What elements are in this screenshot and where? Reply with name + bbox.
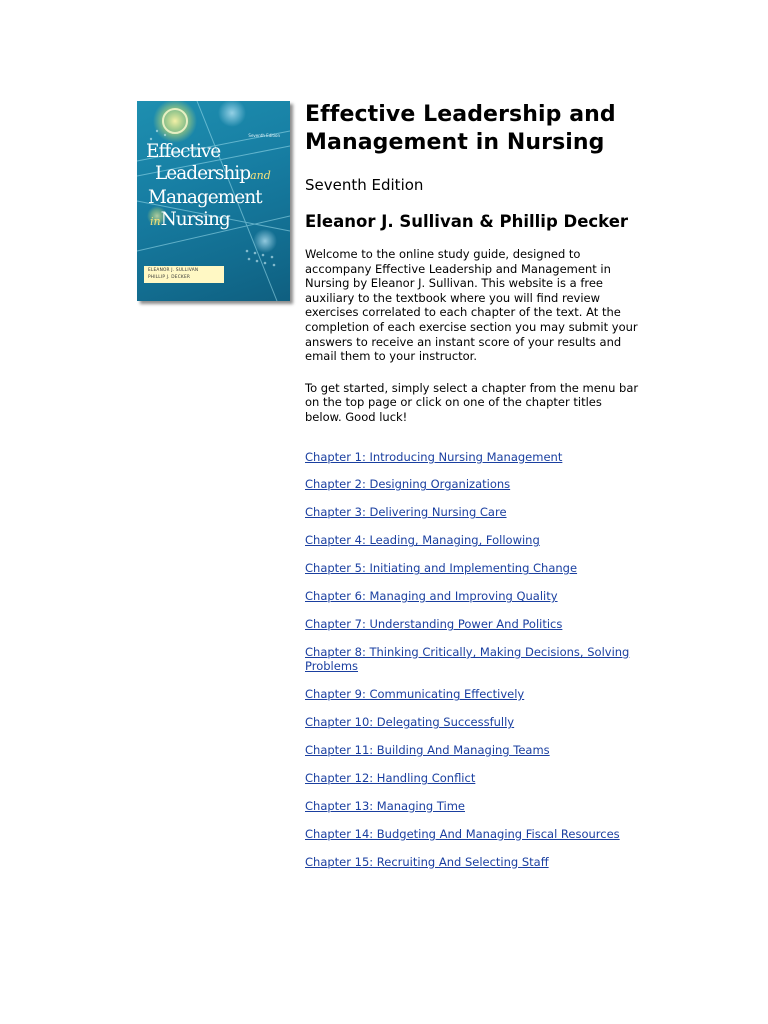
chapter-5-link[interactable]: Chapter 5: Initiating and Implementing Change: [305, 561, 578, 576]
list-item: [305, 589, 640, 603]
cover-title: [146, 141, 271, 233]
cover-author-2: PHILLIP J. DECKER: [148, 274, 191, 280]
book-cover: [137, 101, 290, 301]
cover-title-word-leadership: Leadership: [155, 163, 251, 184]
list-item: [305, 771, 640, 785]
list-item: [305, 477, 640, 491]
cover-author-band: [144, 266, 224, 283]
list-item: [305, 505, 640, 519]
list-item: [305, 799, 640, 813]
chapter-14-link[interactable]: Chapter 14: Budgeting And Managing Fiscal Resources: [305, 826, 620, 841]
list-item: [305, 450, 640, 464]
list-item: [305, 827, 640, 841]
list-item: [305, 617, 640, 631]
page-title: Effective Leadership and Management in Nursing: [305, 102, 616, 155]
main-content: [305, 101, 640, 883]
chapter-9-link[interactable]: Chapter 9: Communicating Effectively: [305, 687, 525, 702]
list-item: [305, 645, 640, 674]
chapter-11-link[interactable]: Chapter 11: Building And Managing Teams: [305, 743, 550, 757]
list-item: [305, 715, 640, 729]
cover-title-in: in: [150, 215, 161, 228]
chapter-4-link[interactable]: Chapter 4: Leading, Managing, Following: [305, 533, 540, 548]
list-item: [305, 743, 640, 757]
list-item: [305, 533, 640, 547]
cover-title-line-3: Management: [148, 187, 262, 208]
list-item: [305, 687, 640, 701]
cover-author-1: ELEANOR J. SULLIVAN: [148, 268, 199, 273]
authors-heading: Eleanor J. Sullivan & Phillip Decker: [305, 212, 629, 231]
welcome-paragraph: Welcome to the online study guide, designed to accompany Effective Leadership and Management in Nursing by Eleanor J. Sullivan. This website is a free auxiliary to the textbook where you will find review exercises correlated to each chapter of the text. At the completion of each exercise section you may submit your answers to receive an instant score of your results and email them to your instructor.: [305, 247, 638, 364]
cover-title-line-4: [146, 209, 271, 233]
chapter-2-link[interactable]: Chapter 2: Designing Organizations: [305, 477, 511, 492]
chapter-10-link[interactable]: Chapter 10: Delegating Successfully: [305, 715, 515, 730]
edition-heading: Seventh Edition: [305, 176, 424, 194]
cover-title-word-nursing: Nursing: [160, 209, 230, 230]
chapter-6-link[interactable]: Chapter 6: Managing and Improving Quality: [305, 589, 558, 604]
chapter-13-link[interactable]: Chapter 13: Managing Time: [305, 798, 465, 813]
book-cover-image: [137, 101, 290, 301]
list-item: [305, 561, 640, 575]
chapter-8-link[interactable]: Chapter 8: Thinking Critically, Making Decisions, Solving Problems: [305, 644, 630, 674]
chapter-12-link[interactable]: Chapter 12: Handling Conflict: [305, 770, 476, 785]
chapter-1-link[interactable]: Chapter 1: Introducing Nursing Management: [305, 449, 563, 464]
chapter-list: [305, 450, 640, 870]
chapter-15-link[interactable]: Chapter 15: Recruiting And Selecting Staff: [305, 854, 549, 869]
list-item: [305, 855, 640, 869]
cover-title-line-1: Effective: [146, 141, 221, 162]
get-started-paragraph: To get started, simply select a chapter from the menu bar on the top page or click on one of the chapter titles below. Good luck!: [305, 380, 639, 424]
cover-title-line-2: [146, 163, 271, 187]
cover-edition-label: Seventh Edition: [248, 133, 280, 138]
cover-title-and: and: [250, 169, 271, 182]
chapter-3-link[interactable]: Chapter 3: Delivering Nursing Care: [305, 505, 507, 520]
chapter-7-link[interactable]: Chapter 7: Understanding Power And Politics: [305, 616, 563, 631]
